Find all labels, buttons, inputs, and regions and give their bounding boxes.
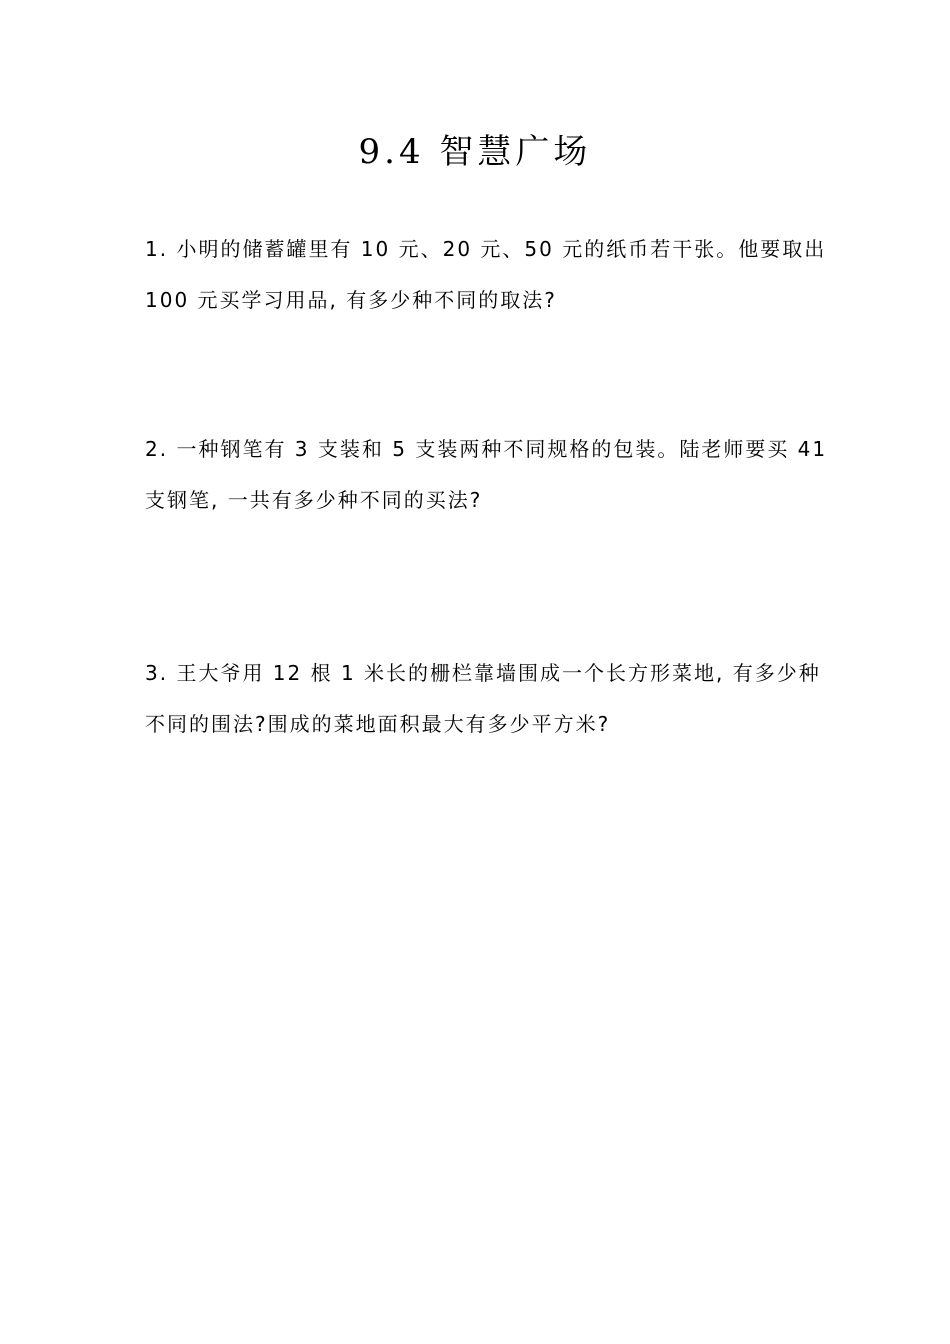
question-3 [145, 648, 821, 750]
question-1-line-1: 1. 小明的储蓄罐里有 10 元、20 元、50 元的纸币若干张。他要取出 [145, 237, 827, 261]
question-1-line-2: 100 元买学习用品, 有多少种不同的取法? [145, 288, 557, 312]
question-2-line-2: 支钢笔, 一共有多少种不同的买法? [145, 488, 483, 512]
question-2-line-1: 2. 一种钢笔有 3 支装和 5 支装两种不同规格的包装。陆老师要买 41 [145, 437, 828, 461]
question-3-line-2: 不同的围法?围成的菜地面积最大有多少平方米? [145, 712, 611, 736]
question-1 [145, 224, 827, 326]
question-2 [145, 424, 828, 526]
page-title: 9.4 智慧广场 [358, 132, 592, 172]
question-3-line-1: 3. 王大爷用 12 根 1 米长的栅栏靠墙围成一个长方形菜地, 有多少种 [145, 661, 821, 685]
